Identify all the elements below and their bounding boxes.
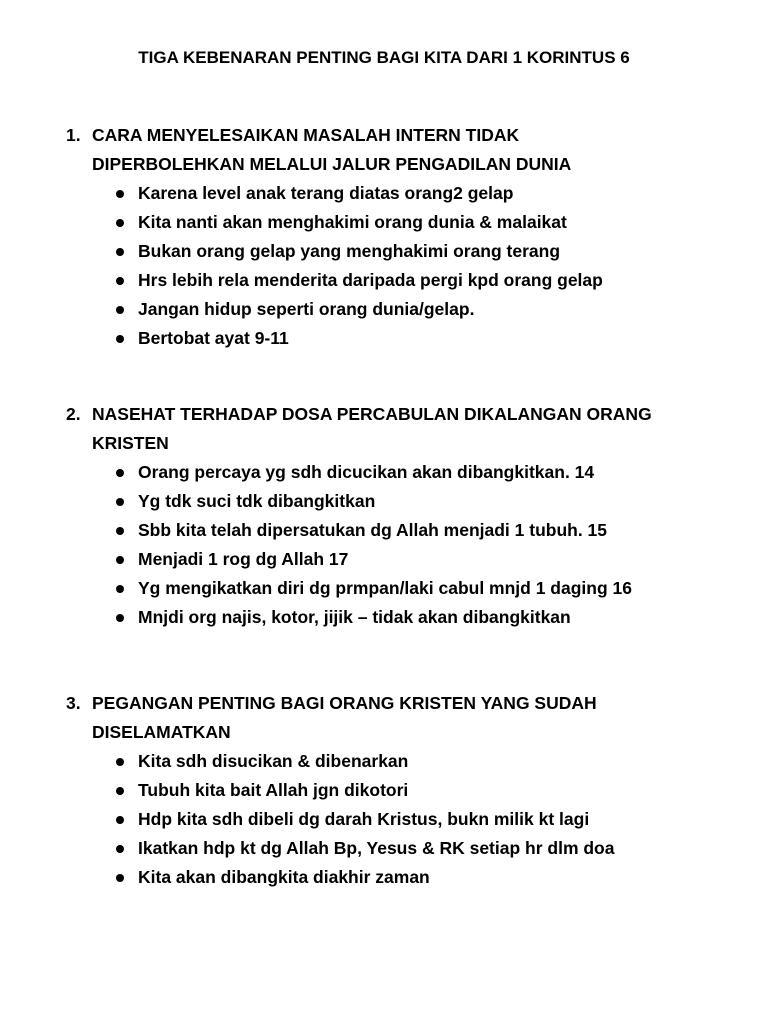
bullet-text: Karena level anak terang diatas orang2 gelap (138, 183, 514, 203)
section-number: 3. (66, 693, 81, 713)
bullet-item (66, 863, 746, 892)
bullet-dot-icon (116, 469, 124, 477)
bullet-text: Hrs lebih rela menderita daripada pergi kpd orang gelap (138, 270, 603, 290)
bullet-item (66, 237, 746, 266)
bullet-dot-icon (116, 527, 124, 535)
section-2 (66, 400, 746, 632)
bullet-dot-icon (116, 219, 124, 227)
bullet-item (66, 516, 746, 545)
bullet-item (66, 545, 746, 574)
bullet-text: Mnjdi org najis, kotor, jijik – tidak akan dibangkitkan (138, 607, 571, 627)
bullet-dot-icon (116, 787, 124, 795)
bullet-dot-icon (116, 816, 124, 824)
bullet-text: Tubuh kita bait Allah jgn dikotori (138, 780, 409, 800)
bullet-item (66, 458, 746, 487)
section-1 (66, 121, 746, 353)
bullet-item (66, 603, 746, 632)
bullet-dot-icon (116, 556, 124, 564)
bullet-text: Bukan orang gelap yang menghakimi orang terang (138, 241, 561, 261)
bullet-text: Orang percaya yg sdh dicucikan akan dibangkitkan. 14 (138, 462, 595, 482)
bullet-item (66, 834, 746, 863)
section-heading (66, 121, 746, 179)
document-title: TIGA KEBENARAN PENTING BAGI KITA DARI 1 KORINTUS 6 (138, 48, 630, 67)
bullet-text: Kita nanti akan menghakimi orang dunia & malaikat (138, 212, 567, 232)
bullet-dot-icon (116, 306, 124, 314)
bullet-dot-icon (116, 585, 124, 593)
bullet-text: Bertobat ayat 9-11 (138, 328, 289, 348)
bullet-dot-icon (116, 335, 124, 343)
section-heading-line: NASEHAT TERHADAP DOSA PERCABULAN DIKALANGAN ORANG (92, 404, 652, 424)
section-heading (66, 689, 746, 747)
section-number: 2. (66, 404, 81, 424)
bullet-text: Kita akan dibangkita diakhir zaman (138, 867, 430, 887)
bullet-list (66, 458, 746, 632)
bullet-text: Yg mengikatkan diri dg prmpan/laki cabul mnjd 1 daging 16 (138, 578, 632, 598)
bullet-dot-icon (116, 248, 124, 256)
bullet-item (66, 208, 746, 237)
bullet-dot-icon (116, 277, 124, 285)
bullet-item (66, 179, 746, 208)
bullet-item (66, 776, 746, 805)
bullet-text: Menjadi 1 rog dg Allah 17 (138, 549, 349, 569)
bullet-item (66, 487, 746, 516)
bullet-dot-icon (116, 874, 124, 882)
bullet-dot-icon (116, 758, 124, 766)
section-heading-line: DIPERBOLEHKAN MELALUI JALUR PENGADILAN DUNIA (92, 154, 572, 174)
bullet-list (66, 179, 746, 353)
section-heading (66, 400, 746, 458)
bullet-item (66, 805, 746, 834)
bullet-dot-icon (116, 190, 124, 198)
section-number: 1. (66, 125, 81, 145)
bullet-item (66, 574, 746, 603)
bullet-dot-icon (116, 614, 124, 622)
bullet-text: Yg tdk suci tdk dibangkitkan (138, 491, 376, 511)
bullet-item (66, 295, 746, 324)
bullet-text: Kita sdh disucikan & dibenarkan (138, 751, 409, 771)
bullet-item (66, 324, 746, 353)
section-heading-line: KRISTEN (92, 433, 169, 453)
bullet-item (66, 747, 746, 776)
bullet-text: Sbb kita telah dipersatukan dg Allah menjadi 1 tubuh. 15 (138, 520, 608, 540)
bullet-text: Hdp kita sdh dibeli dg darah Kristus, bukn milik kt lagi (138, 809, 590, 829)
bullet-dot-icon (116, 498, 124, 506)
bullet-text: Ikatkan hdp kt dg Allah Bp, Yesus & RK setiap hr dlm doa (138, 838, 615, 858)
bullet-item (66, 266, 746, 295)
bullet-dot-icon (116, 845, 124, 853)
section-3 (66, 689, 746, 892)
bullet-text: Jangan hidup seperti orang dunia/gelap. (138, 299, 475, 319)
section-heading-line: CARA MENYELESAIKAN MASALAH INTERN TIDAK (92, 125, 520, 145)
bullet-list (66, 747, 746, 892)
section-heading-line: PEGANGAN PENTING BAGI ORANG KRISTEN YANG SUDAH (92, 693, 597, 713)
section-heading-line: DISELAMATKAN (92, 722, 231, 742)
